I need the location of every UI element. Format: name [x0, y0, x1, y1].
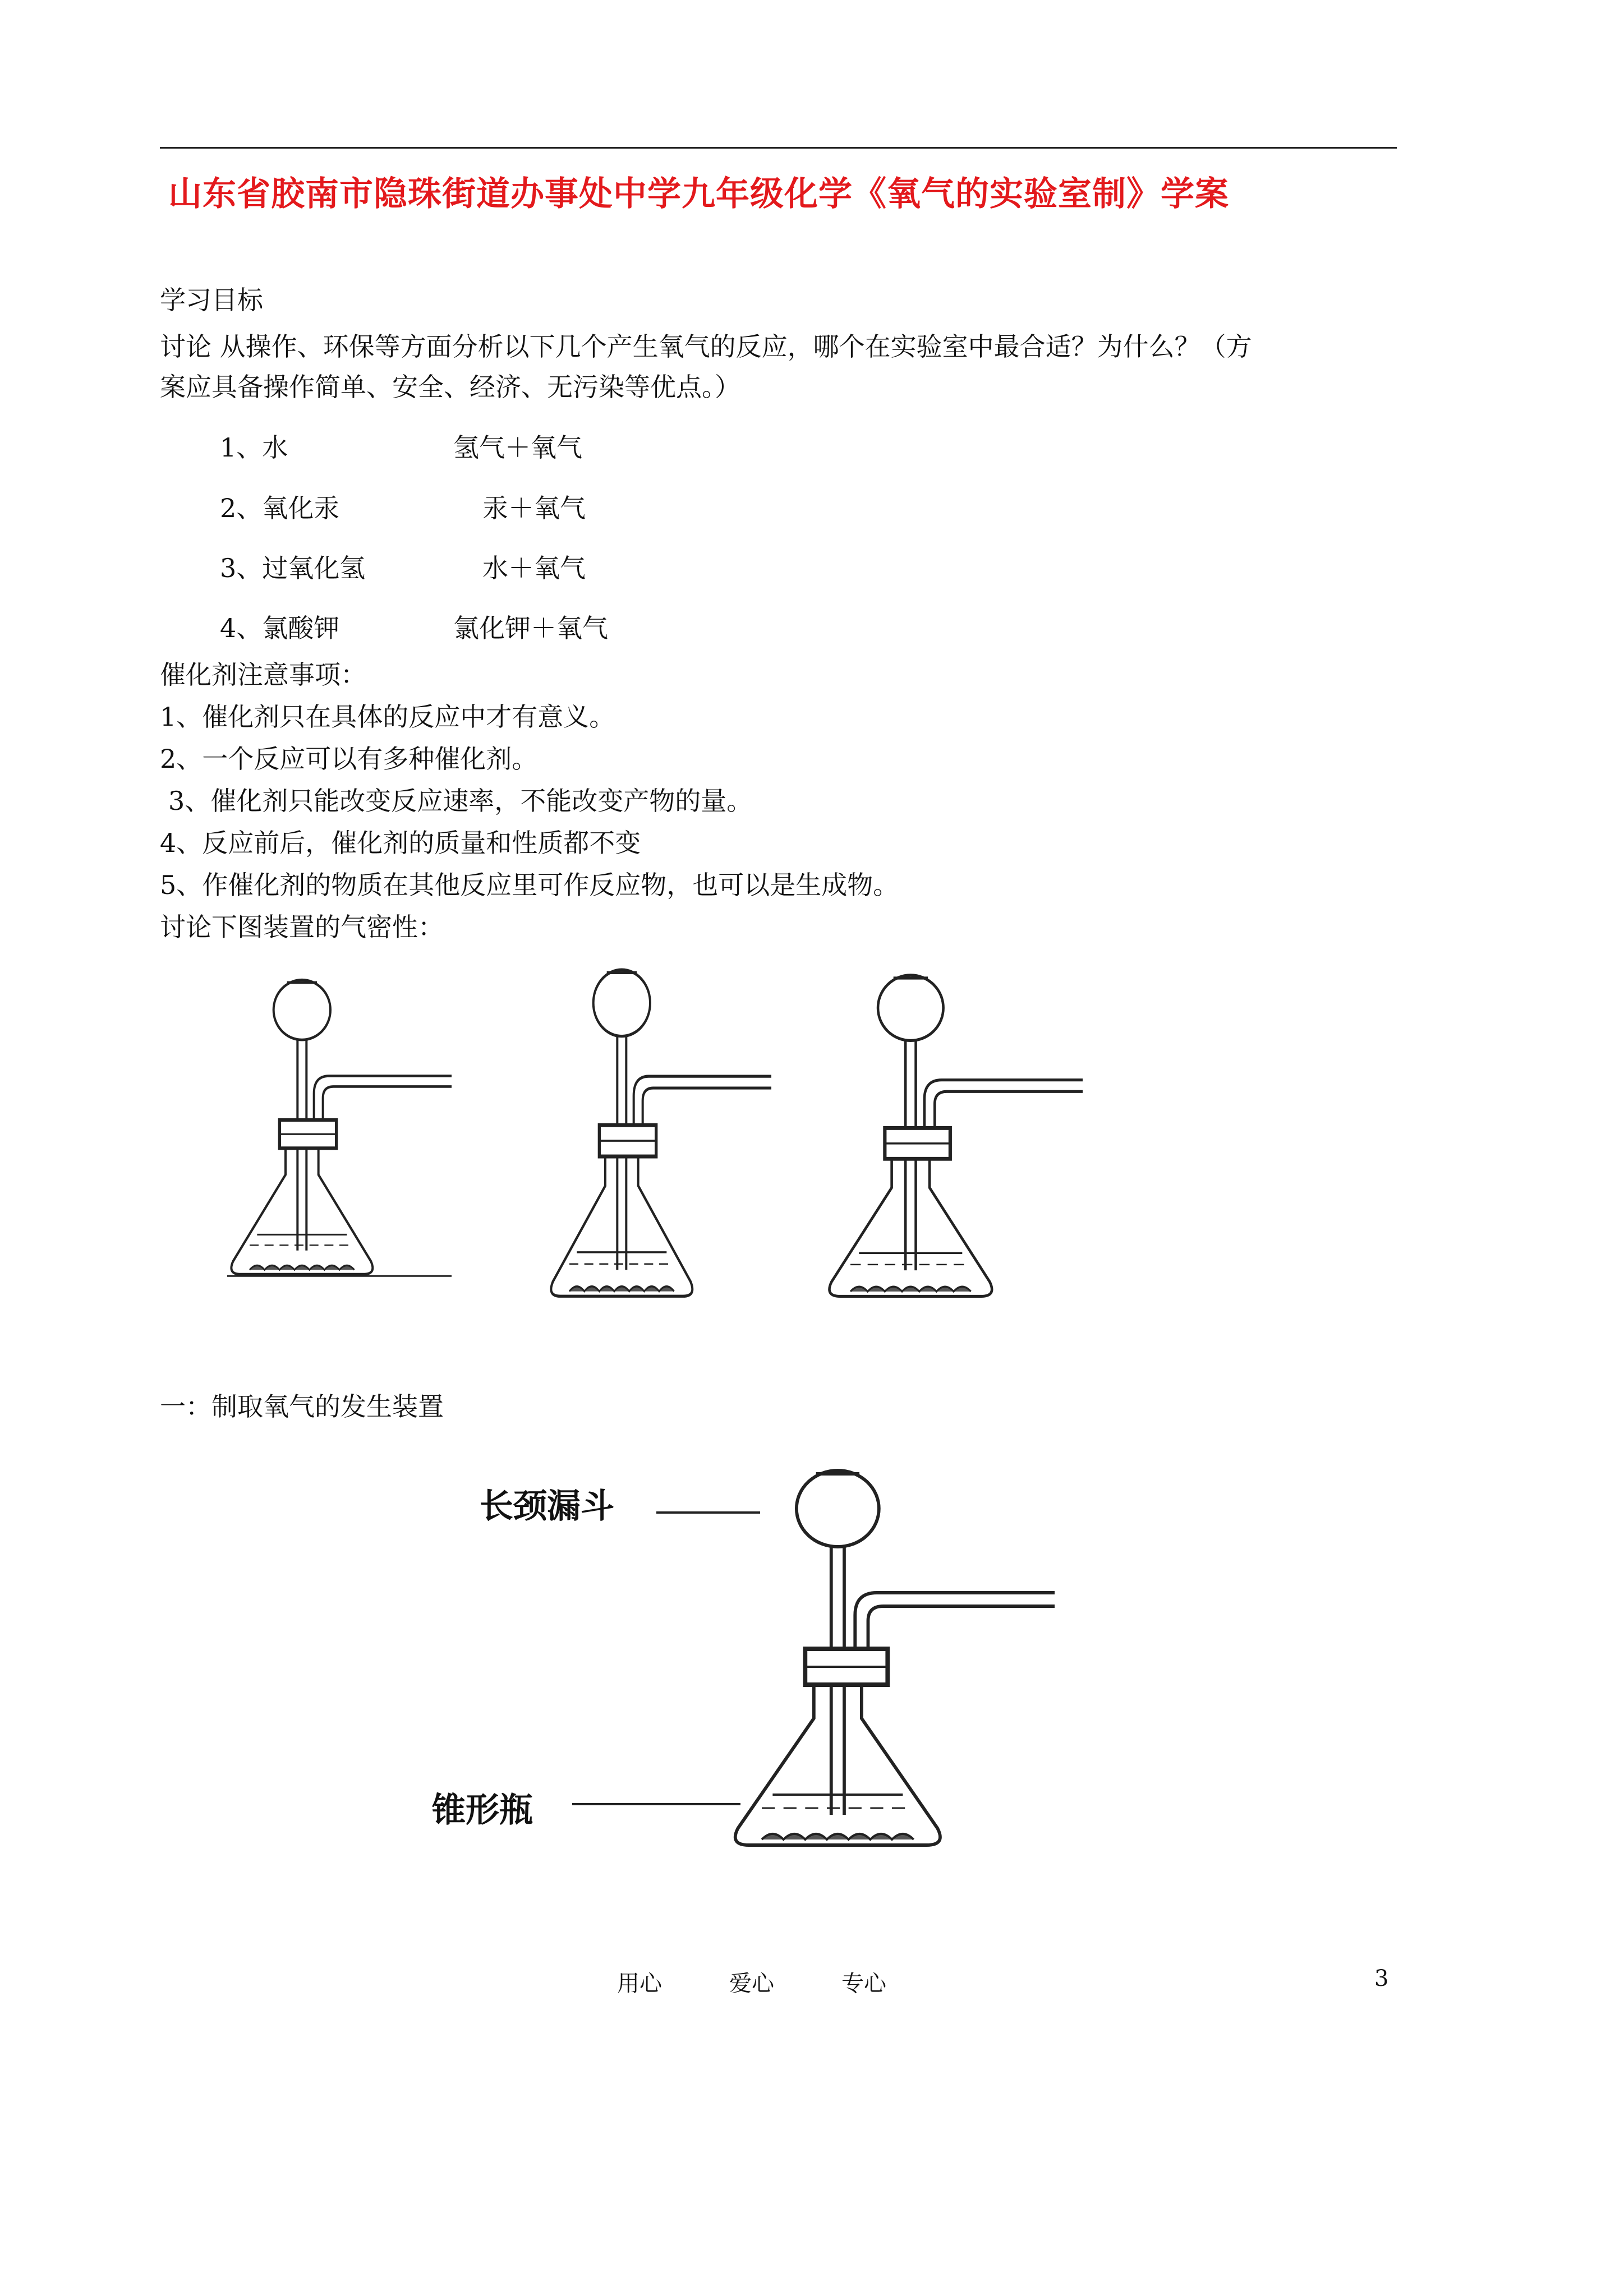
reaction-3-reactant: 3、过氧化氢 — [220, 553, 366, 583]
reaction-1-product: 氢气＋氧气 — [453, 432, 582, 463]
discussion-line-1: 讨论 从操作、环保等方面分析以下几个产生氧气的反应，哪个在实验室中最合适？为什么？（方 — [160, 331, 1252, 362]
airtightness-heading: 讨论下图装置的气密性： — [160, 912, 444, 942]
reaction-4-product: 氯化钾＋氧气 — [453, 613, 608, 643]
apparatus-figure-1 — [227, 970, 452, 1279]
catalyst-point-2: 2、一个反应可以有多种催化剂。 — [160, 744, 538, 774]
footer-word-3: 专心 — [841, 1971, 886, 1997]
section-one-heading: 一：制取氧气的发生装置 — [160, 1391, 444, 1422]
catalyst-point-3: 3、催化剂只能改变反应速率，不能改变产物的量。 — [168, 786, 753, 816]
document-title: 山东省胶南市隐珠街道办事处中学九年级化学《氧气的实验室制》学案 — [168, 174, 1229, 214]
footer-word-1: 用心 — [617, 1971, 662, 1997]
discussion-line-2: 案应具备操作简单、安全、经济、无污染等优点。） — [160, 372, 740, 402]
reaction-2-product: 汞＋氧气 — [482, 493, 586, 523]
reaction-4-reactant: 4、氯酸钾 — [220, 613, 340, 643]
catalyst-point-5: 5、作催化剂的物质在其他反应里可作反应物，也可以是生成物。 — [160, 870, 899, 900]
apparatus-figure-3 — [825, 965, 1083, 1301]
reaction-2-reactant: 2、氧化汞 — [220, 493, 340, 523]
reaction-3-product: 水＋氧气 — [482, 553, 586, 583]
label-long-neck-funnel: 长颈漏斗 — [480, 1487, 614, 1526]
apparatus-figure-2 — [547, 959, 771, 1301]
flask-leader-line — [572, 1803, 740, 1805]
footer-word-2: 爱心 — [729, 1971, 774, 1997]
catalyst-point-4: 4、反应前后，催化剂的质量和性质都不变 — [160, 828, 641, 858]
catalyst-heading: 催化剂注意事项： — [160, 660, 366, 690]
page-number: 3 — [1374, 1966, 1389, 1991]
learning-goal-heading: 学习目标 — [160, 285, 263, 315]
label-conical-flask: 锥形瓶 — [432, 1791, 533, 1830]
header-rule — [160, 147, 1397, 149]
catalyst-point-1: 1、催化剂只在具体的反应中才有意义。 — [160, 702, 615, 732]
labeled-apparatus-figure — [729, 1458, 1055, 1851]
reaction-1-reactant: 1、水 — [220, 432, 288, 463]
